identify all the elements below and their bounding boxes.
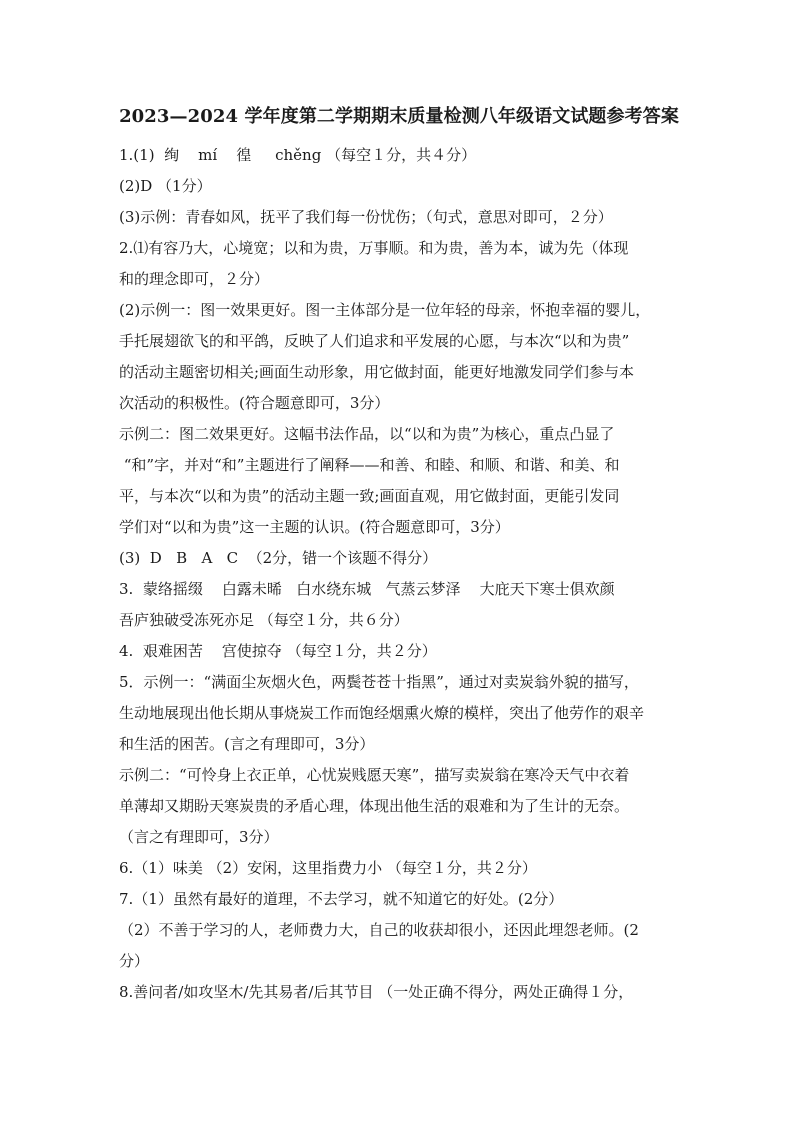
answer-line: 5．示例一：“满面尘灰烟火色，两鬓苍苍十指黑”，通过对卖炭翁外貌的描写， <box>119 673 639 691</box>
answer-line: （2）不善于学习的人，老师费力大，自己的收获却很小，还因此埋怨老师。(2 <box>119 921 639 939</box>
answer-line: 的活动主题密切相关;画面生动形象，用它做封面，能更好地激发同学们参与本 <box>119 363 635 381</box>
document-title: 2023—2024 学年度第二学期期末质量检测八年级语文试题参考答案 <box>119 106 679 127</box>
answer-line: 和的理念即可，２分） <box>119 270 270 288</box>
answer-line: 和生活的困苦。(言之有理即可，3分） <box>119 735 375 753</box>
answer-line: (3)示例：青春如风，抚平了我们每一份忧伤；（句式，意思对即可，２分） <box>119 208 613 226</box>
answer-line: 4. 艰难困苦 宫使掠夺 （每空１分，共２分） <box>119 642 437 660</box>
answer-content <box>119 140 685 1008</box>
answer-line: 分） <box>119 952 150 970</box>
answer-line: 吾庐独破受冻死亦足 （每空１分，共６分） <box>119 611 409 629</box>
answer-line: (2)D （1分） <box>119 177 212 195</box>
answer-line: 3. 蒙络摇缀 白露未晞 白水绕东城 气蒸云梦泽 大庇天下寒士俱欢颜 <box>119 580 615 598</box>
answer-line: 7.（1）虽然有最好的道理，不去学习，就不知道它的好处。(2分） <box>119 890 564 908</box>
answer-line: 2.⑴有容乃大，心境宽；以和为贵，万事顺。和为贵，善为本，诚为先（体现 <box>119 239 629 257</box>
answer-line: 学们对“以和为贵”这一主题的认识。(符合题意即可，3分） <box>119 518 510 536</box>
answer-line: 示例二：“可怜身上衣正单，心忧炭贱愿天寒”，描写卖炭翁在寒冷天气中衣着 <box>119 766 630 784</box>
answer-line: （言之有理即可，3分） <box>119 828 279 846</box>
answer-line: (3) D B A C （2分，错一个该题不得分） <box>119 549 438 567</box>
answer-line: “和”字，并对“和”主题进行了阐释——和善、和睦、和顺、和谐、和美、和 <box>119 456 620 474</box>
answer-line: 生动地展现出他长期从事烧炭工作而饱经烟熏火燎的模样，突出了他劳作的艰辛 <box>119 704 645 722</box>
answer-line: (2)示例一：图一效果更好。图一主体部分是一位年轻的母亲，怀抱幸福的婴儿， <box>119 301 651 319</box>
answer-line: 1.(1) 绚 mí 徨 chěng （每空１分，共４分） <box>119 146 477 164</box>
answer-line: 8.善问者/如攻坚木/先其易者/后其节目 （一处正确不得分，两处正确得１分， <box>119 983 634 1001</box>
answer-line: 次活动的积极性。(符合题意即可，3分） <box>119 394 390 412</box>
answer-line: 手托展翅欲飞的和平鸽，反映了人们追求和平发展的心愿，与本次“以和为贵” <box>119 332 630 350</box>
answer-line: 平，与本次“以和为贵”的活动主题一致;画面直观，用它做封面，更能引发同 <box>119 487 620 505</box>
answer-line: 示例二：图二效果更好。这幅书法作品，以“以和为贵”为核心，重点凸显了 <box>119 425 615 443</box>
answer-line: 6.（1）味美 （2）安闲，这里指费力小 （每空１分，共２分） <box>119 859 537 877</box>
answer-line: 单薄却又期盼天寒炭贵的矛盾心理，体现出他生活的艰难和为了生计的无奈。 <box>119 797 630 815</box>
